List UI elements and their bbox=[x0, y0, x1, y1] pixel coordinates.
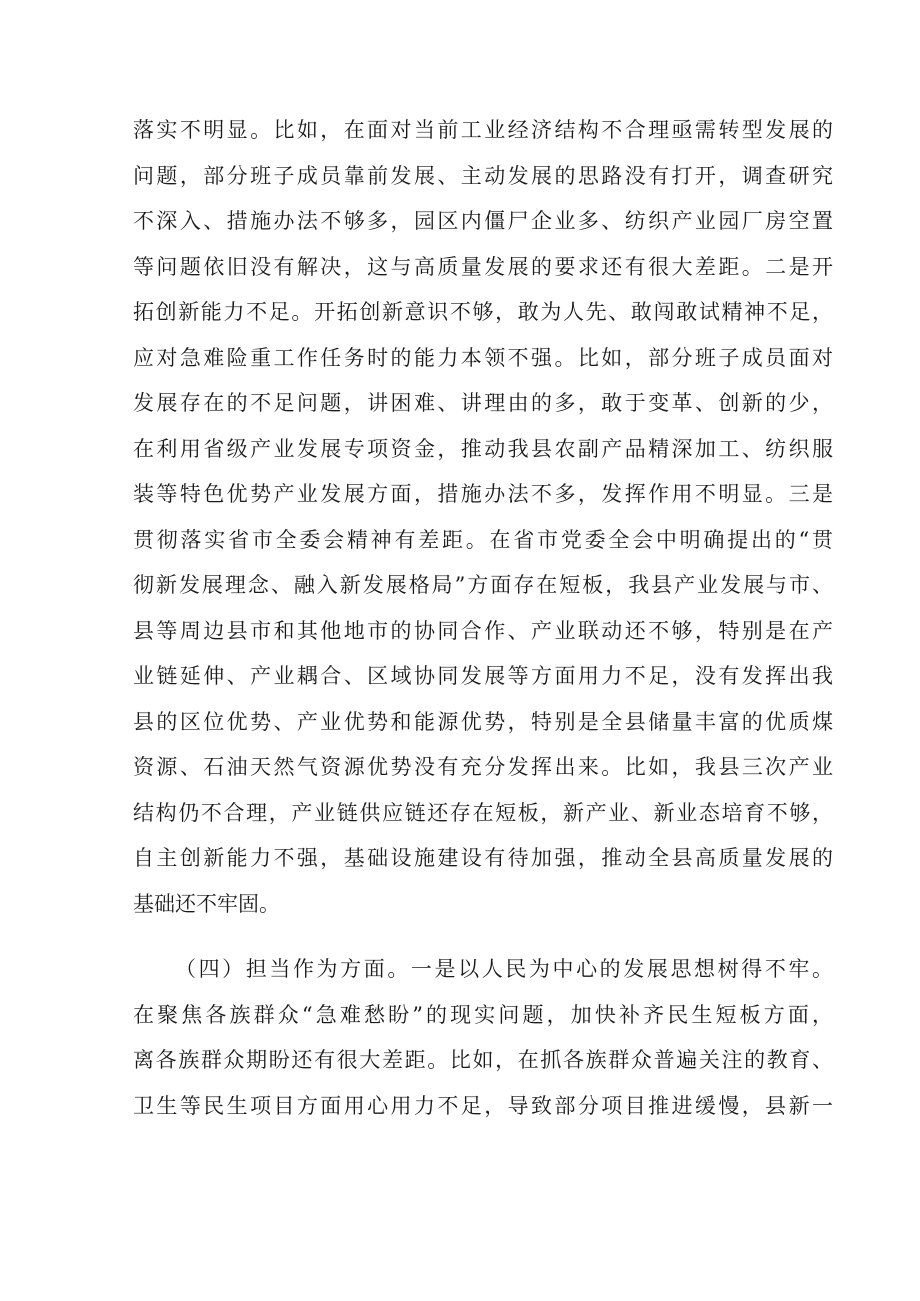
text-line: 自主创新能力不强，基础设施建设有待加强，推动全县高质量发展的 bbox=[133, 846, 833, 870]
text-line: 卫生等民生项目方面用心用力不足，导致部分项目推进缓慢，县新一 bbox=[133, 1093, 833, 1118]
text-line: 等问题依旧没有解决，这与高质量发展的要求还有很大差距。二是开 bbox=[133, 254, 833, 279]
text-line: 不深入、措施办法不够多，园区内僵尸企业多、纺织产业园厂房空置 bbox=[133, 209, 833, 233]
paragraph-gap bbox=[133, 927, 833, 947]
text-line: 业链延伸、产业耦合、区域协同发展等方面用力不足，没有发挥出我 bbox=[133, 664, 833, 688]
text-line: 落实不明显。比如，在面对当前工业经济结构不合理亟需转型发展的 bbox=[133, 118, 833, 142]
text-line: 在聚焦各族群众“急难愁盼”的现实问题，加快补齐民生短板方面， bbox=[133, 1002, 833, 1027]
text-line: 离各族群众期盼还有很大差距。比如，在抓各族群众普遍关注的教育、 bbox=[133, 1048, 833, 1072]
text-line: 在利用省级产业发展专项资金，推动我县农副产品精深加工、纺织服 bbox=[133, 436, 833, 461]
text-line: 贯彻落实省市全委会精神有差距。在省市党委全会中明确提出的“贯 bbox=[133, 527, 833, 552]
paragraph bbox=[133, 947, 833, 1129]
text-line: 应对急难险重工作任务时的能力本领不强。比如，部分班子成员面对 bbox=[133, 345, 833, 370]
text-line: 拓创新能力不足。开拓创新意识不够，敢为人先、敢闯敢试精神不足， bbox=[133, 300, 833, 324]
text-line: 县的区位优势、产业优势和能源优势，特别是全县储量丰富的优质煤 bbox=[133, 709, 833, 734]
text-line: 装等特色优势产业发展方面，措施办法不多，发挥作用不明显。三是 bbox=[133, 482, 833, 506]
text-line: （四）担当作为方面。一是以人民为中心的发展思想树得不牢。 bbox=[175, 957, 833, 981]
text-line: 发展存在的不足问题，讲困难、讲理由的多，敢于变革、创新的少， bbox=[133, 391, 833, 415]
text-line: 基础还不牢固。 bbox=[133, 891, 280, 916]
text-line: 资源、石油天然气资源优势没有充分发挥出来。比如，我县三次产业 bbox=[133, 755, 833, 779]
text-line: 县等周边县市和其他地市的协同合作、产业联动还不够，特别是在产 bbox=[133, 618, 833, 643]
paragraph bbox=[133, 108, 833, 927]
text-line: 结构仍不合理，产业链供应链还存在短板，新产业、新业态培育不够， bbox=[133, 800, 833, 825]
text-line: 彻新发展理念、融入新发展格局”方面存在短板，我县产业发展与市、 bbox=[133, 573, 833, 597]
document-body bbox=[133, 108, 833, 1129]
text-line: 问题，部分班子成员靠前发展、主动发展的思路没有打开，调查研究 bbox=[133, 163, 833, 188]
